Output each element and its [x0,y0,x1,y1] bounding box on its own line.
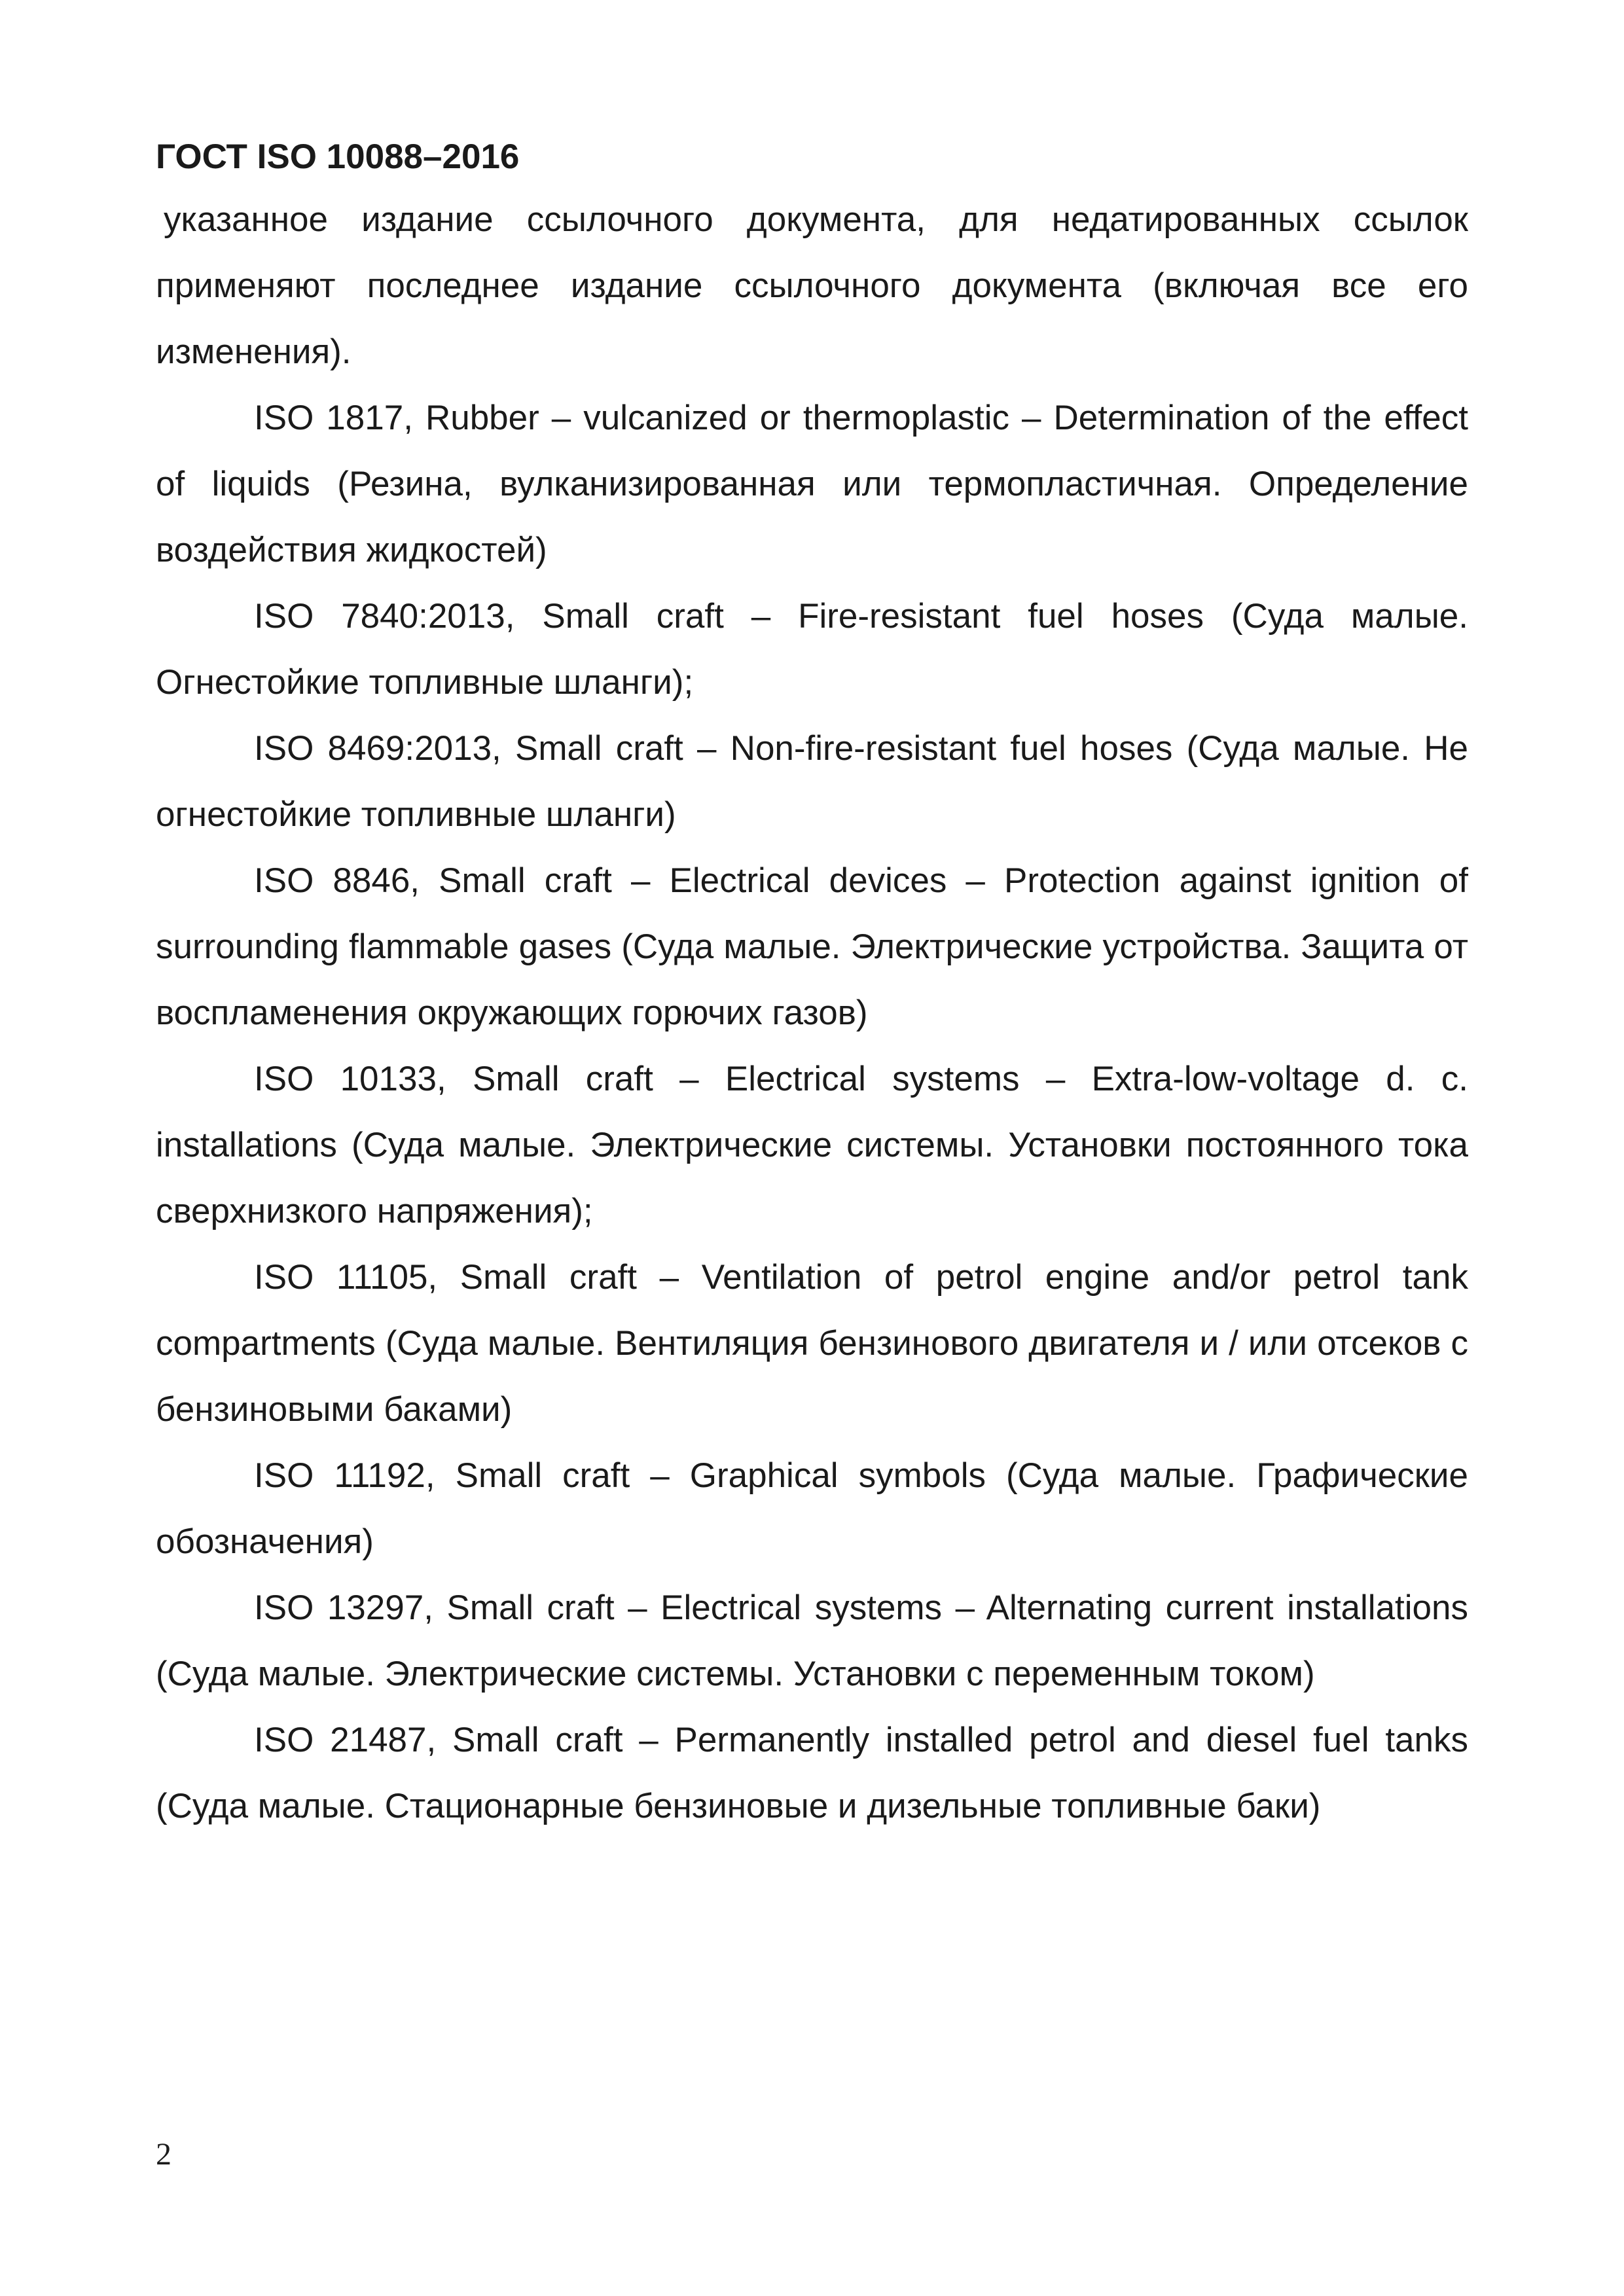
intro-paragraph: указанное издание ссылочного документа, для недатированных ссылок применяют последнее издание ссылочного документа (включая все его изменения). [156,200,1468,371]
reference-iso-11192: ISO 11192, Small craft – Graphical symbols (Суда малые. Графические обозначения) [156,1456,1468,1561]
document-body [156,187,1468,1839]
reference-iso-10133: ISO 10133, Small craft – Electrical systems – Extra-low-voltage d. c. installations (Суда малые. Электрические системы. Установки постоянного тока сверхнизкого напряжения); [156,1060,1468,1230]
reference-iso-13297: ISO 13297, Small craft – Electrical systems – Alternating current installations (Суда малые. Электрические системы. Установки с переменным током) [156,1588,1468,1693]
reference-iso-8846: ISO 8846, Small craft – Electrical devices – Protection against ignition of surrounding flammable gases (Суда малые. Электрические устройства. Защита от воспламенения окружающих горючих газов) [156,861,1468,1032]
reference-iso-1817: ISO 1817, Rubber – vulcanized or thermoplastic – Determination of the effect of liquids (Резина, вулканизированная или термопластичная. Определение воздействия жидкостей) [156,399,1468,569]
page-number: 2 [156,2137,171,2172]
reference-iso-21487: ISO 21487, Small craft – Permanently installed petrol and diesel fuel tanks (Суда малые. Стационарные бензиновые и дизельные топливные баки) [156,1721,1468,1825]
reference-iso-8469: ISO 8469:2013, Small craft – Non-fire-resistant fuel hoses (Суда малые. Не огнестойкие топливные шланги) [156,729,1468,834]
reference-iso-11105: ISO 11105, Small craft – Ventilation of petrol engine and/or petrol tank compartments (Суда малые. Вентиляция бензинового двигателя и / или отсеков с бензиновыми баками) [156,1258,1468,1429]
reference-iso-7840: ISO 7840:2013, Small craft – Fire-resistant fuel hoses (Суда малые. Огнестойкие топливные шланги); [156,597,1468,702]
document-header: ГОСТ ISO 10088–2016 [156,137,520,176]
